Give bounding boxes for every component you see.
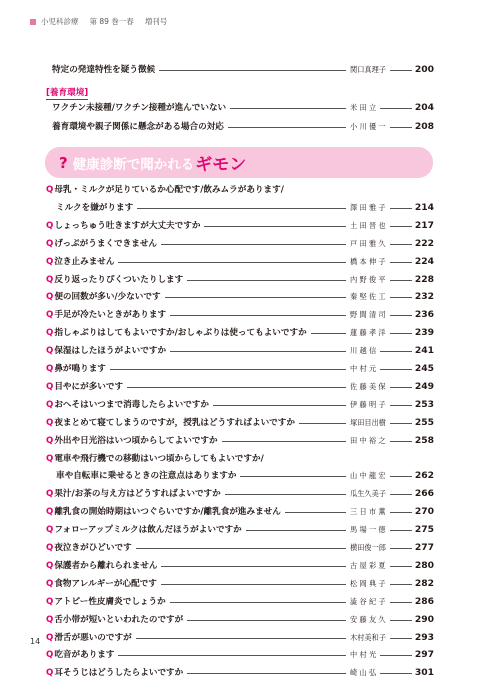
toc-entry-title <box>46 306 166 324</box>
toc-entry-author: 松 岡 典 子 <box>348 575 388 593</box>
toc-entry-author: 古 屋 彩 夏 <box>348 557 388 575</box>
toc-entry-title-text: 養育環境や親子関係に懸念がある場合の対応 <box>52 122 224 132</box>
toc-entry-title-text: げっぷがうまくできません <box>54 238 158 249</box>
toc-entry <box>0 485 480 503</box>
toc-entry-page: 253 <box>414 398 434 410</box>
leader-line <box>390 476 412 477</box>
toc-entry <box>0 378 480 396</box>
toc-entry-title-text: 保湿はしたほうがよいですか <box>54 346 167 357</box>
q-marker-icon: Q <box>46 578 54 589</box>
leader-line <box>390 530 412 531</box>
toc-entry-title <box>46 450 264 468</box>
leader-line <box>228 127 346 128</box>
toc-entry <box>0 99 480 117</box>
toc-entry-author: 戸 田 雅 久 <box>348 235 388 253</box>
leader-line <box>161 584 346 585</box>
leader-line <box>118 262 346 263</box>
toc-entry-page: 258 <box>414 434 434 446</box>
toc-entry-page: 277 <box>414 542 434 553</box>
toc-entry-title-text: 便の回数が多い/少ないです <box>54 292 161 303</box>
toc-entry-title <box>46 360 106 378</box>
toc-entry-title <box>52 61 155 79</box>
toc-entry-title <box>46 664 183 682</box>
leader-line <box>390 494 412 495</box>
q-marker-icon: Q <box>46 346 54 357</box>
leader-line <box>390 405 412 406</box>
toc-entry-title <box>46 432 218 450</box>
toc-entry <box>0 503 480 521</box>
toc-entry-author: 田 中 裕 之 <box>348 432 388 450</box>
toc-entry-title-text: 目やにが多いです <box>54 381 124 392</box>
toc-entry-title-text: アトピー性皮膚炎でしょうか <box>54 596 166 607</box>
toc-entry-title-text: 手足が冷たいときがあります <box>54 310 167 321</box>
toc-entry <box>0 118 480 136</box>
header-square-icon <box>30 19 36 25</box>
toc-entry-title-text: 外出や日光浴はいつ頃からしてよいですか <box>54 435 218 446</box>
toc-entry-title-text: フォローアップミルクは飲んだほうがよいですか <box>54 525 242 536</box>
toc-entry-author: 橋 本 伸 子 <box>348 253 388 271</box>
toc-entry <box>0 235 480 253</box>
toc-entry <box>0 217 480 235</box>
toc-entry-author: 中 村 光 <box>348 646 378 664</box>
toc-entry-title <box>52 99 226 117</box>
toc-entry-author: 米 田 立 <box>348 99 378 117</box>
q-marker-icon: Q <box>46 632 54 643</box>
toc-entry-title <box>46 539 132 557</box>
toc-entry <box>0 199 480 217</box>
toc-entry-author: 馬 場 一 徳 <box>348 521 388 539</box>
toc-entry-page: 241 <box>414 345 434 357</box>
leader-line <box>390 208 412 209</box>
q-marker-icon: Q <box>46 220 54 231</box>
toc-entry <box>0 664 480 682</box>
toc-entry-title-text: 鼻が鳴ります <box>54 364 106 374</box>
banner-title-main: 健康診断で聞かれる <box>72 156 195 173</box>
toc-entry-page: 255 <box>414 416 434 428</box>
leader-line <box>222 441 346 442</box>
q-marker-icon: Q <box>46 399 54 410</box>
toc-entry <box>0 432 480 450</box>
toc-entry-page: 236 <box>414 309 434 321</box>
issue-label: 増刊号 <box>144 17 168 26</box>
toc-entry-title <box>46 181 284 199</box>
toc-entry-page: 245 <box>414 363 434 374</box>
toc-entry-title <box>46 271 183 289</box>
toc-entry <box>0 342 480 360</box>
leader-line <box>110 369 346 370</box>
toc-entry-page: 301 <box>414 667 434 679</box>
leader-line <box>159 70 346 71</box>
toc-entry-author: 佐 藤 美 保 <box>348 378 388 396</box>
toc-entry-author: 蓮 藤 孝 洋 <box>348 324 388 342</box>
leader-line <box>246 530 346 531</box>
toc-entry-title <box>46 575 157 593</box>
toc-entry-title-text: 夜まとめて寝てしまうのですが，授乳はどうすればよいですか <box>54 417 295 428</box>
leader-line <box>390 127 412 128</box>
q-marker-icon: Q <box>46 489 54 500</box>
toc-entry-title-text: 舌小帯が短いといわれたのですが <box>54 614 184 625</box>
q-marker-icon: Q <box>46 292 54 303</box>
toc-entry-title-text: 泣き止みません <box>54 256 115 267</box>
q-marker-icon: Q <box>46 310 54 321</box>
leader-line <box>390 638 412 639</box>
toc-entry-title-text: 反り返ったりぴくついたりします <box>54 274 184 285</box>
toc-entry-title-text: 吃音があります <box>54 650 115 661</box>
leader-line <box>390 441 412 442</box>
leader-line <box>390 70 412 71</box>
q-marker-icon: Q <box>46 417 54 428</box>
toc-entry <box>0 288 480 306</box>
running-header <box>30 16 167 27</box>
leader-line <box>127 387 346 388</box>
leader-line <box>161 244 346 245</box>
leader-line <box>390 226 412 227</box>
toc-entry-page: 270 <box>414 506 434 518</box>
toc-entry <box>0 396 480 414</box>
q-marker-icon: Q <box>46 668 54 679</box>
toc-entry <box>0 467 480 485</box>
q-marker-icon: Q <box>46 596 54 607</box>
toc-entry-title <box>46 503 281 521</box>
toc-entry-title-text: 滑舌が悪いのですが <box>54 632 132 643</box>
leader-line <box>390 280 412 281</box>
toc-entry-page: 262 <box>414 470 434 482</box>
toc-entry-title-text: ワクチン未接種/ワクチン接種が進んでいない <box>52 103 227 113</box>
leader-line <box>390 602 412 603</box>
toc-entry-page: 217 <box>414 219 434 231</box>
toc-entry <box>0 181 480 199</box>
leader-line <box>240 476 346 477</box>
toc-entry <box>0 593 480 611</box>
toc-entry-title-text: 指しゃぶりはしてもよいですか/おしゃぶりは使ってもよいですか <box>54 328 307 339</box>
toc-entry-title-text: 母乳・ミルクが足りているか心配です/飲みムラがあります/ <box>54 185 284 195</box>
section-banner <box>45 147 433 178</box>
leader-line <box>225 494 346 495</box>
toc-entry-author: 三 日 市 薫 <box>348 503 388 521</box>
leader-line <box>285 512 346 513</box>
toc-entry-page: 232 <box>414 291 434 303</box>
toc-entry-title-text: しょっちゅう吐きますが大丈夫ですか <box>54 220 201 231</box>
q-marker-icon: Q <box>46 560 54 571</box>
toc-entry <box>0 611 480 629</box>
toc-entry-title-text: ミルクを嫌がります <box>56 202 134 213</box>
toc-entry-title <box>52 118 224 136</box>
toc-entry <box>0 61 480 79</box>
toc-entry-author: 秦 堅 佐 工 <box>348 288 388 306</box>
toc-entry <box>0 306 480 324</box>
journal-name: 小児科診療 <box>41 17 79 26</box>
toc-entry-title <box>46 414 295 432</box>
toc-entry-page: 222 <box>414 237 434 249</box>
toc-entry-title-text: 食物アレルギーが心配です <box>54 578 157 589</box>
toc-entry-author: 野 間 清 司 <box>348 306 388 324</box>
leader-line <box>187 280 346 281</box>
page-number: 14 <box>30 637 41 646</box>
toc-entry-page: 208 <box>414 121 434 132</box>
leader-line <box>204 226 346 227</box>
toc-entry-title <box>46 324 307 342</box>
leader-line <box>187 673 346 674</box>
leader-line <box>136 638 346 639</box>
toc-entry <box>0 575 480 593</box>
toc-entry-author: 木村美和子 <box>348 629 388 647</box>
toc-entry-author: 土 田 晋 也 <box>348 217 388 235</box>
q-marker-icon: Q <box>46 185 54 195</box>
toc-entry-title <box>46 557 157 575</box>
volume-label: 第 89 巻一春 <box>89 17 134 26</box>
q-marker-icon: Q <box>46 328 54 339</box>
toc-entry-page: 224 <box>414 255 434 267</box>
toc-entry-page: 293 <box>414 631 434 643</box>
toc-entry-title <box>46 378 123 396</box>
toc-entry <box>0 629 480 647</box>
toc-entry-title-text: おへそはいつまで消毒したらよいですか <box>54 399 210 410</box>
toc-entry <box>0 646 480 664</box>
toc-entry-page: 249 <box>414 380 434 392</box>
toc-entry-author: 澤 田 雅 子 <box>348 199 388 217</box>
toc-entry-title <box>46 217 200 235</box>
leader-line <box>170 602 346 603</box>
leader-line <box>390 333 412 334</box>
toc-entry-title <box>56 467 236 485</box>
leader-line <box>170 315 346 316</box>
q-marker-icon: Q <box>46 238 54 249</box>
q-marker-icon: Q <box>46 364 54 374</box>
toc-entry-title <box>46 521 242 539</box>
toc-entry-author: 塚田目出樹 <box>348 414 388 432</box>
toc-entry-author: 中 村 元 <box>348 360 378 378</box>
toc-entry-title <box>46 593 166 611</box>
toc-entry-author: 関口真理子 <box>348 61 388 79</box>
q-marker-icon: Q <box>46 543 54 553</box>
leader-line <box>165 297 346 298</box>
leader-line <box>390 387 412 388</box>
toc-entry <box>0 360 480 378</box>
toc-entry-page: 214 <box>414 201 434 213</box>
leader-line <box>213 405 346 406</box>
leader-line <box>299 423 346 424</box>
leader-line <box>380 673 412 674</box>
q-marker-icon: Q <box>46 650 54 661</box>
leader-line <box>390 620 412 621</box>
leader-line <box>390 297 412 298</box>
toc-entry-title-text: 果汁/お茶の与え方はどうすればよいですか <box>54 489 221 500</box>
toc-entry-page: 228 <box>414 273 434 285</box>
toc-entry-author: 澁 谷 紀 子 <box>348 593 388 611</box>
leader-line <box>390 315 412 316</box>
leader-line <box>390 548 412 549</box>
category-label: [養育環境] <box>46 88 89 98</box>
toc-entry-page: 282 <box>414 577 434 589</box>
toc-entry-author: 山 中 龍 宏 <box>348 467 388 485</box>
toc-entry-title <box>46 235 157 253</box>
leader-line <box>390 512 412 513</box>
toc-entry-page: 280 <box>414 559 434 571</box>
toc-entry-title <box>56 199 133 217</box>
banner-title-accent: ギモン <box>195 155 247 175</box>
leader-line <box>380 108 412 109</box>
toc-entry-page: 266 <box>414 488 434 500</box>
toc-entry-author: 伊 藤 明 子 <box>348 396 388 414</box>
toc-entry-title-text: 離乳食の開始時期はいつぐらいですか/離乳食が進みません <box>54 507 281 518</box>
toc-entry-page: 204 <box>414 102 434 113</box>
q-marker-icon: Q <box>46 381 54 392</box>
toc-entry-author: 瓜生久美子 <box>348 485 388 503</box>
toc-entry <box>0 324 480 342</box>
toc-entry-author: 内 野 俊 平 <box>348 271 388 289</box>
toc-entry-title <box>46 288 161 306</box>
leader-line <box>170 351 346 352</box>
q-marker-icon: Q <box>46 435 54 446</box>
q-marker-icon: Q <box>46 507 54 518</box>
toc-entry-author: 川 越 信 <box>348 342 378 360</box>
toc-entry-title-text: 保護者から離れられません <box>54 560 158 571</box>
toc-entry-page: 286 <box>414 595 434 607</box>
leader-line <box>136 548 346 549</box>
toc-entry-title <box>46 629 132 647</box>
toc-entry-title <box>46 646 114 664</box>
toc-entry-title <box>46 253 114 271</box>
leader-line <box>230 108 346 109</box>
toc-entry-page: 297 <box>414 649 434 661</box>
leader-line <box>390 262 412 263</box>
toc-entry-author: 崎 山 弘 <box>348 664 378 682</box>
leader-line <box>118 655 346 656</box>
q-marker-icon: Q <box>46 274 54 285</box>
q-marker-icon: Q <box>46 256 54 267</box>
toc-entry <box>0 450 480 468</box>
leader-line <box>390 244 412 245</box>
toc-entry-title <box>46 485 221 503</box>
toc-entry-title-text: 特定の発達特性を疑う徴候 <box>52 65 156 75</box>
leader-line <box>161 566 346 567</box>
toc-entry <box>0 253 480 271</box>
q-marker-icon: Q <box>46 525 54 536</box>
toc-entry-page: 290 <box>414 613 434 625</box>
toc-entry-page: 239 <box>414 327 434 339</box>
leader-line <box>390 566 412 567</box>
leader-line <box>380 351 412 352</box>
toc-entry <box>0 521 480 539</box>
leader-line <box>390 584 412 585</box>
toc-entry <box>0 414 480 432</box>
toc-entry <box>0 539 480 557</box>
toc-entry-title <box>46 396 209 414</box>
toc-entry-author: 安 藤 友 久 <box>348 611 388 629</box>
toc-entry-title-text: 電車や飛行機での移動はいつ頃からしてもよいですか/ <box>54 453 264 464</box>
question-mark-icon: ? <box>59 153 68 172</box>
toc-entry <box>0 557 480 575</box>
toc-entry-title-text: 車や自転車に乗せるときの注意点はありますか <box>56 471 237 482</box>
toc-entry-author: 小 川 優 一 <box>348 118 388 136</box>
toc-entry-title <box>46 342 166 360</box>
q-marker-icon: Q <box>46 453 54 464</box>
leader-line <box>311 333 346 334</box>
toc-entry-title <box>46 611 183 629</box>
leader-line <box>390 423 412 424</box>
toc-entry-author: 横田俊一郎 <box>348 539 388 557</box>
toc-entry-page: 200 <box>414 64 434 75</box>
toc-entry-title-text: 夜泣きがひどいです <box>54 543 132 553</box>
leader-line <box>137 208 346 209</box>
leader-line <box>187 620 346 621</box>
q-marker-icon: Q <box>46 614 54 625</box>
toc-entry-title-text: 耳そうじはどうしたらよいですか <box>54 668 184 679</box>
leader-line <box>380 369 412 370</box>
toc-entry <box>0 271 480 289</box>
leader-line <box>380 655 412 656</box>
toc-entry-page: 275 <box>414 524 434 536</box>
